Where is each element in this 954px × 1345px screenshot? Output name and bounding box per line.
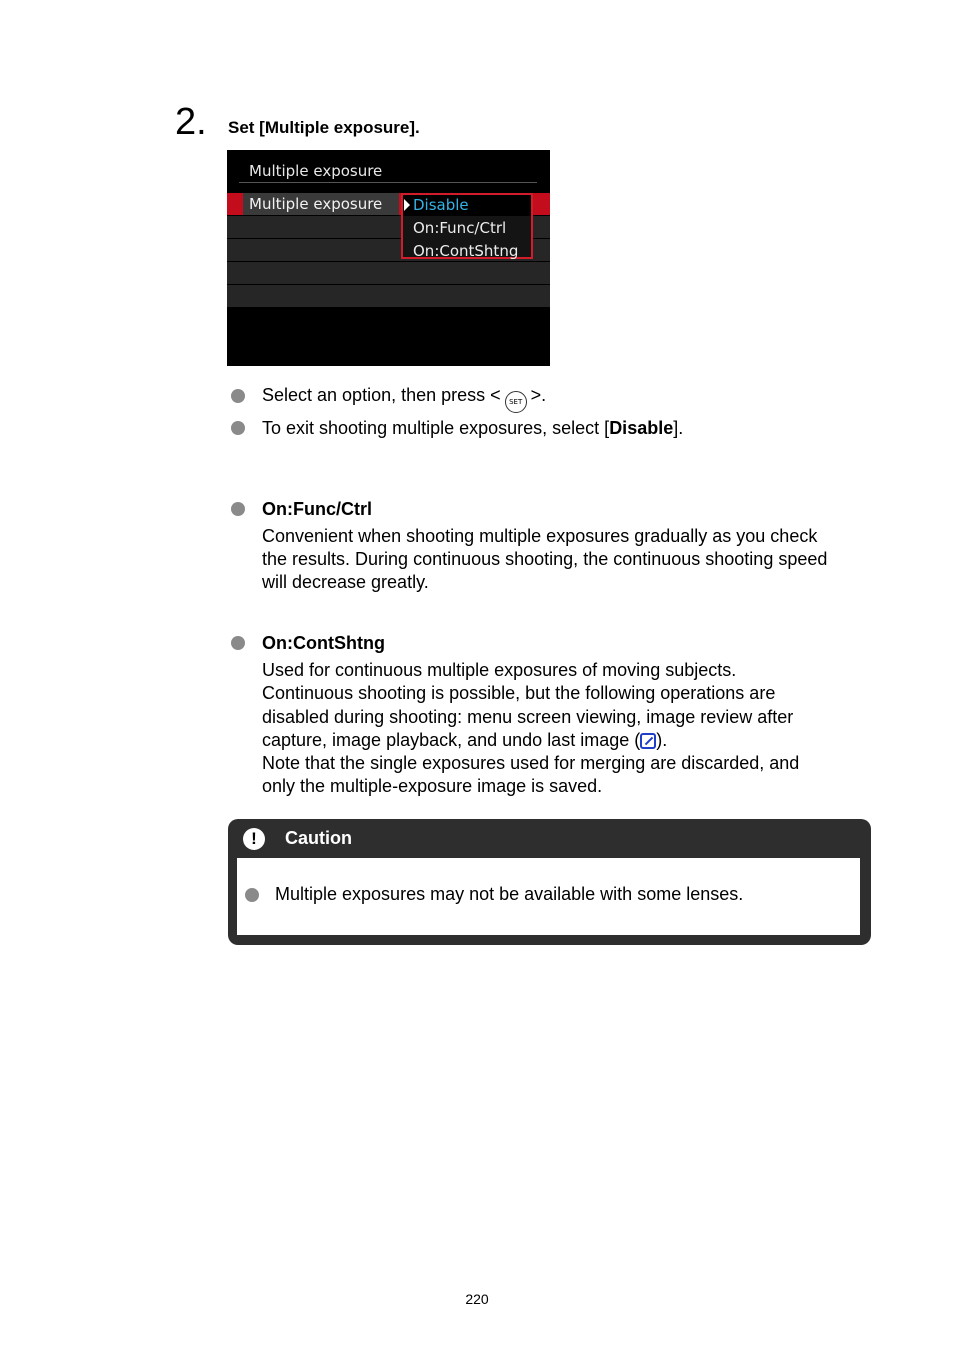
instruction-select: Select an option, then press < SET >. <box>262 384 546 413</box>
func-ctrl-desc-1: Convenient when shooting multiple exposures gradually as you check <box>262 526 818 546</box>
caution-title: Caution <box>285 828 352 848</box>
menu-row <box>227 262 550 284</box>
bullet-icon <box>231 502 245 516</box>
caution-box <box>228 819 871 945</box>
cont-shtng-desc-4: capture, image playback, and undo last image ( ). <box>262 730 668 750</box>
cont-shtng-desc-5: Note that the single exposures used for merging are discarded, and <box>262 753 800 773</box>
step-title: Set [Multiple exposure]. <box>228 118 420 137</box>
selected-row-label: Multiple exposure <box>249 195 383 213</box>
header-divider <box>239 182 537 183</box>
page-link-icon[interactable] <box>640 733 656 749</box>
option-func-ctrl: On:Func/Ctrl <box>413 219 507 237</box>
cont-shtng-desc-3: disabled during shooting: menu screen viewing, image review after <box>262 707 794 727</box>
bullet-icon <box>231 389 245 403</box>
cont-shtng-desc-6: only the multiple-exposure image is saved. <box>262 776 603 796</box>
page-number: 220 <box>465 1291 489 1307</box>
option-cont-shtng: On:ContShtng <box>413 242 519 260</box>
option-disable: Disable <box>413 196 469 214</box>
cont-shtng-desc-1: Used for continuous multiple exposures of moving subjects. <box>262 660 737 680</box>
bullet-icon <box>245 888 259 902</box>
selection-arrow-icon <box>404 199 410 211</box>
options-dropdown <box>401 193 533 259</box>
func-ctrl-desc-3: will decrease greatly. <box>262 572 429 592</box>
camera-menu-screenshot <box>227 150 550 366</box>
func-ctrl-desc-2: the results. During continuous shooting, the continuous shooting speed <box>262 549 828 569</box>
step-number: 2. <box>175 101 207 143</box>
instruction-exit: To exit shooting multiple exposures, select [Disable]. <box>262 418 684 438</box>
cont-shtng-desc-2: Continuous shooting is possible, but the following operations are <box>262 683 776 703</box>
bullet-icon <box>231 636 245 650</box>
func-ctrl-title: On:Func/Ctrl <box>262 499 372 519</box>
menu-header: Multiple exposure <box>249 162 383 180</box>
menu-row <box>227 285 550 307</box>
caution-text: Multiple exposures may not be available with some lenses. <box>275 884 744 904</box>
set-button-icon: SET <box>505 391 527 413</box>
cont-shtng-title: On:ContShtng <box>262 633 385 653</box>
bullet-icon <box>231 421 245 435</box>
caution-icon: ! <box>243 828 265 850</box>
